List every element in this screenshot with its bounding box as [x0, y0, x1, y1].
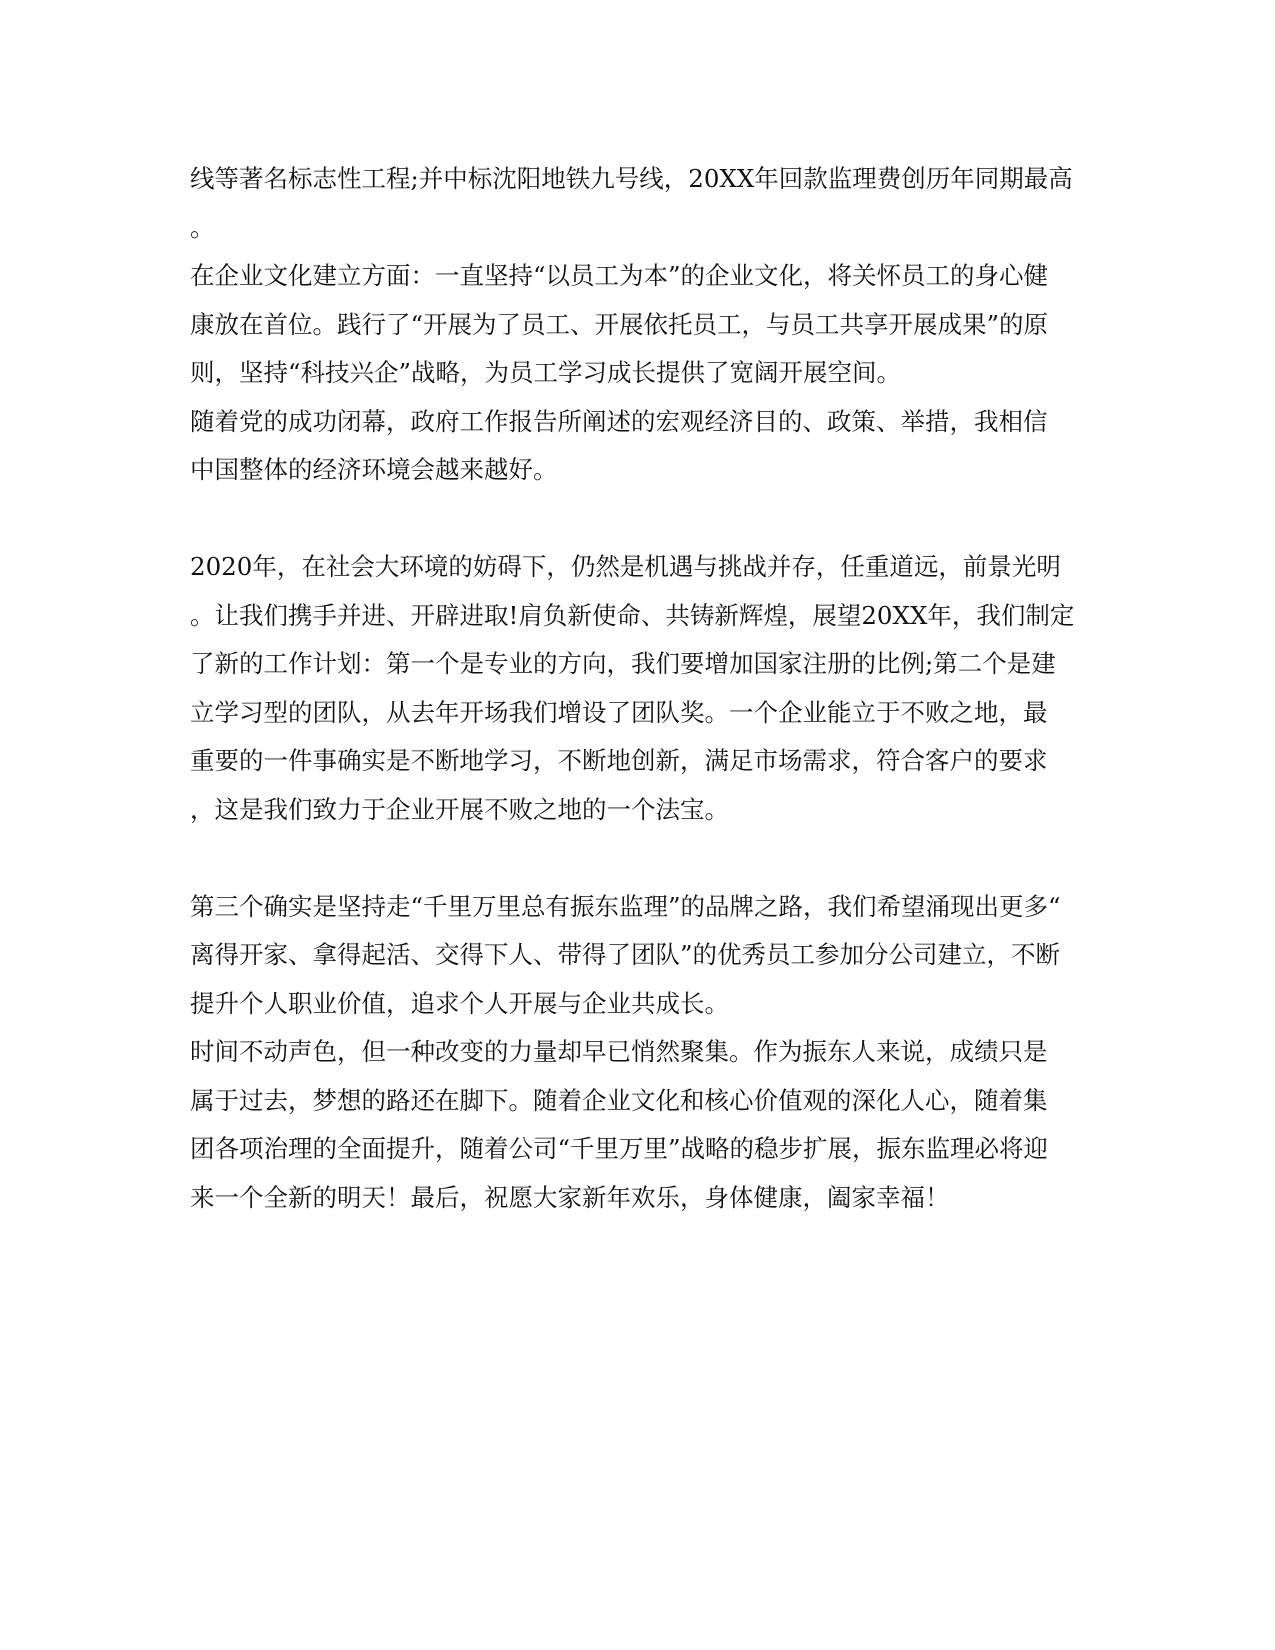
paragraph-gap — [190, 495, 1090, 544]
text-line: 来一个全新的明天！最后，祝愿大家新年欢乐，身体健康，阖家幸福！ — [190, 1182, 950, 1212]
text-line: 离得开家、拿得起活、交得下人、带得了团队”的优秀员工参加分公司建立，不断 — [190, 940, 1061, 969]
text-line: 立学习型的团队，从去年开场我们增设了团队奖。一个企业能立于不败之地，最 — [190, 697, 1048, 727]
body-text — [190, 155, 1090, 1222]
text-line: 提升个人职业价值，追求个人开展与企业共成长。 — [190, 988, 729, 1018]
text-line: 。让我们携手并进、开辟进取!肩负新使命、共铸新辉煌，展望20XX年，我们制定 — [190, 600, 1075, 630]
text-line: 中国整体的经济环境会越来越好。 — [190, 455, 558, 484]
text-line: 团各项治理的全面提升，随着公司“千里万里”战略的稳步扩展，振东监理必将迎 — [190, 1134, 1049, 1163]
text-line: 时间不动声色，但一种改变的力量却早已悄然聚集。作为振东人来说，成绩只是 — [190, 1037, 1048, 1066]
text-line: 则，坚持“科技兴企”战略，为员工学习成长提供了宽阔开展空间。 — [190, 358, 902, 387]
text-line: 了新的工作计划：第一个是专业的方向，我们要增加国家注册的比例;第二个是建 — [190, 649, 1056, 678]
paragraph-gap — [190, 834, 1090, 883]
text-line: ，这是我们致力于企业开展不败之地的一个法宝。 — [190, 794, 729, 824]
text-line: 随着党的成功闭幕，政府工作报告所阐述的宏观经济目的、政策、举措，我相信 — [190, 406, 1048, 436]
text-line: 2020年，在社会大环境的妨碍下，仍然是机遇与挑战并存，任重道远，前景光明 — [190, 552, 1061, 581]
text-line: 线等著名标志性工程;并中标沈阳地铁九号线，20XX年回款监理费创历年同期最高 — [190, 164, 1073, 193]
text-line: 在企业文化建立方面：一直坚持“以员工为本”的企业文化，将关怀员工的身心健 — [190, 261, 1049, 290]
text-line: 重要的一件事确实是不断地学习，不断地创新，满足市场需求，符合客户的要求 — [190, 746, 1048, 775]
text-line: 。 — [190, 212, 215, 242]
text-line: 属于过去，梦想的路还在脚下。随着企业文化和核心价值观的深化人心，随着集 — [190, 1085, 1048, 1115]
text-line: 第三个确实是坚持走“千里万里总有振东监理”的品牌之路，我们希望涌现出更多“ — [190, 891, 1061, 921]
text-line: 康放在首位。践行了“开展为了员工、开展依托员工，与员工共享开展成果”的原 — [190, 309, 1049, 339]
